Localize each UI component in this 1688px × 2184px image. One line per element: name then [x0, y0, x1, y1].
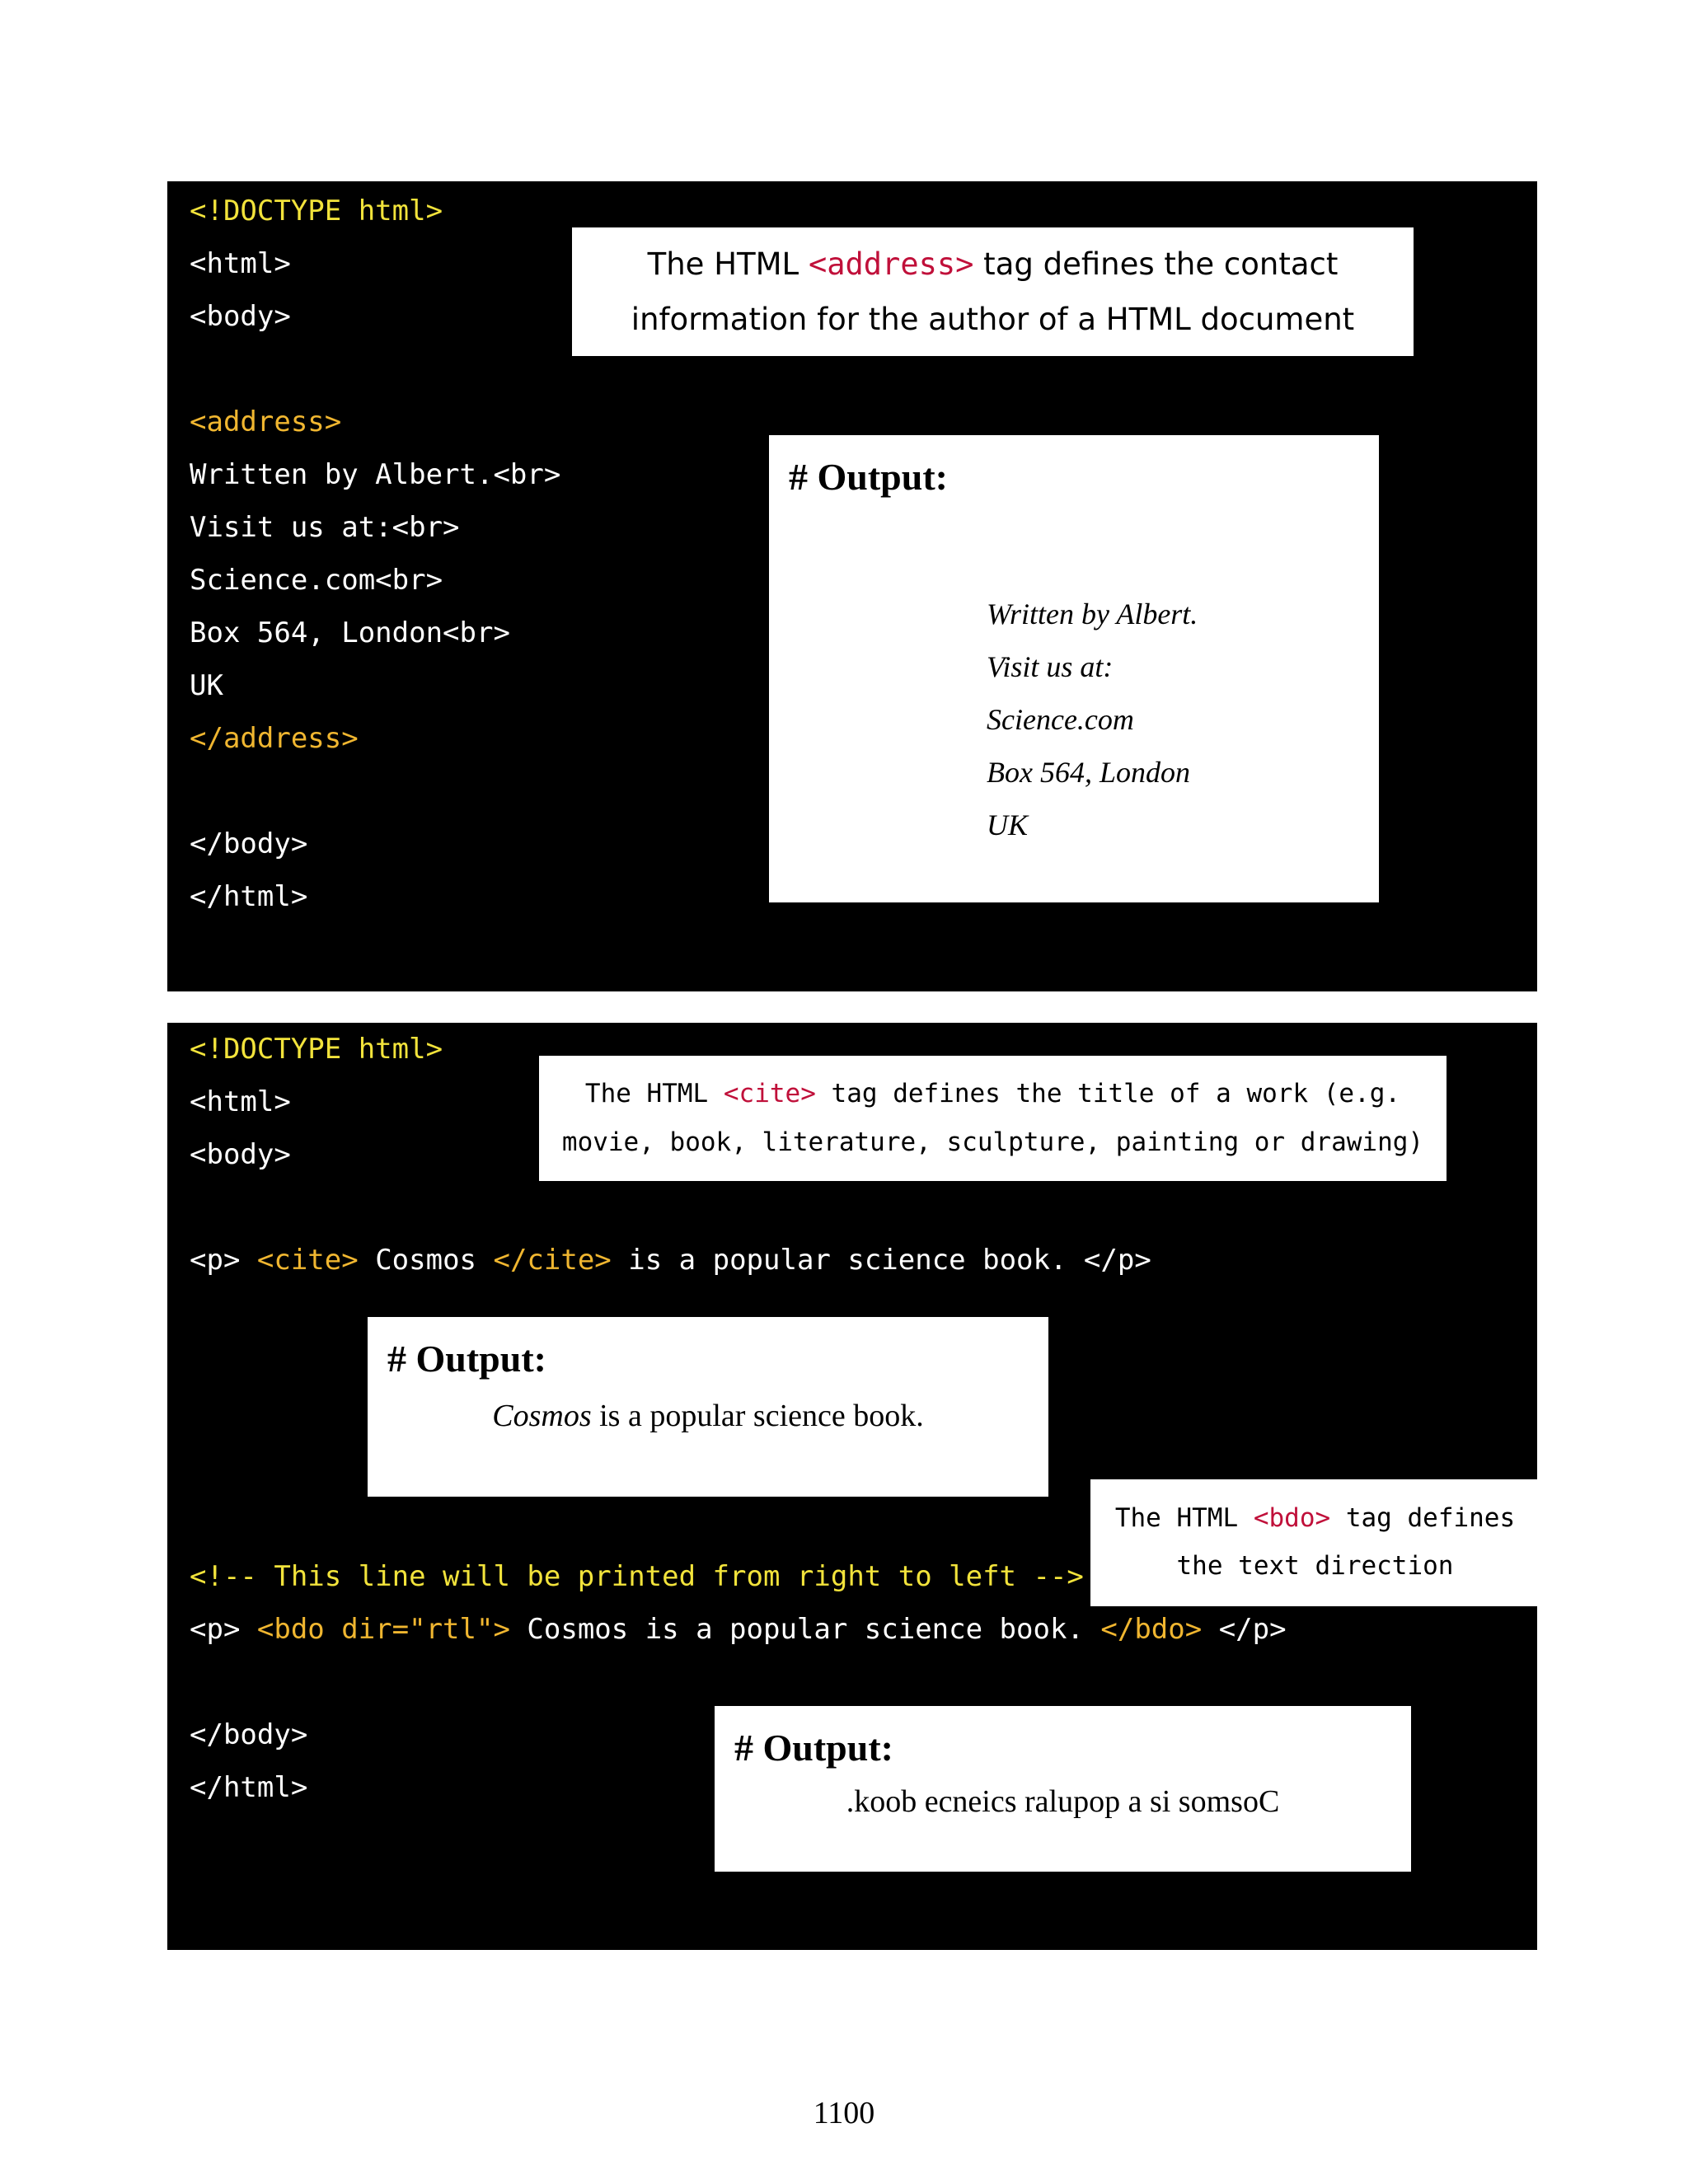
address-output-line: Box 564, London — [987, 756, 1190, 789]
note-line-2: the text direction — [1176, 1551, 1454, 1581]
code-address-line-1: Written by Albert.<br> — [190, 458, 561, 491]
code-panel-address — [167, 181, 1537, 991]
note-text: The HTML — [647, 246, 809, 282]
note-tag-name: <address> — [808, 246, 974, 282]
note-text: tag defines — [1330, 1503, 1516, 1533]
code-address-line-5: UK — [190, 669, 223, 702]
code-address-line-4: Box 564, London<br> — [190, 616, 510, 649]
address-output-line: Visit us at: — [987, 650, 1114, 683]
code-html-close: </html> — [190, 880, 308, 913]
address-output-box — [769, 435, 1379, 902]
code-token-cite-close: </cite> — [493, 1244, 612, 1277]
code-address-open: <address> — [190, 405, 342, 438]
code-token: <p> — [190, 1613, 257, 1646]
code-body-open: <body> — [190, 1138, 291, 1171]
cite-output-sentence — [368, 1398, 1048, 1434]
address-output-line: Written by Albert. — [987, 598, 1198, 630]
cite-output-rest: is a popular science book. — [591, 1399, 924, 1433]
code-token-bdo-close: </bdo> — [1100, 1613, 1203, 1646]
address-output-line: Science.com — [987, 703, 1134, 736]
address-tag-note — [572, 227, 1414, 356]
code-body-close: </body> — [190, 827, 308, 860]
output-title: # Output: — [734, 1727, 893, 1769]
bdo-output-box — [715, 1706, 1411, 1872]
note-text: tag defines the title of a work (e.g. — [815, 1079, 1401, 1108]
output-title: # Output: — [789, 456, 948, 498]
code-token: is a popular science book. </p> — [611, 1244, 1151, 1277]
code-doctype: <!DOCTYPE html> — [190, 194, 443, 227]
note-tag-name: <cite> — [723, 1079, 816, 1108]
note-line-1 — [539, 1070, 1447, 1118]
note-line-2: information for the author of a HTML document — [631, 302, 1355, 337]
code-doctype: <!DOCTYPE html> — [190, 1033, 443, 1066]
cite-output-title-word: Cosmos — [492, 1399, 592, 1433]
note-line-1 — [572, 237, 1414, 292]
address-output-lines — [987, 588, 1198, 851]
code-token-cite-open: <cite> — [256, 1244, 359, 1277]
code-token: Cosmos is a popular science book. — [509, 1613, 1101, 1646]
note-text: tag defines the contact — [973, 246, 1339, 282]
address-output-line: UK — [987, 808, 1029, 841]
cite-output-box — [368, 1317, 1048, 1497]
note-tag-name: <bdo> — [1253, 1503, 1331, 1533]
code-address-line-3: Science.com<br> — [190, 564, 443, 597]
bdo-output-sentence: .koob ecneics ralupop a si somsoC — [846, 1784, 1280, 1819]
output-title: # Output: — [387, 1338, 546, 1380]
code-cite-line — [190, 1244, 1151, 1277]
code-bdo-line — [190, 1613, 1287, 1646]
code-body-close: </body> — [190, 1718, 308, 1751]
code-html-open: <html> — [190, 1085, 291, 1118]
code-body-open: <body> — [190, 300, 291, 333]
code-token: <p> — [190, 1244, 257, 1277]
code-address-close: </address> — [190, 722, 359, 755]
code-html-open: <html> — [190, 247, 291, 280]
code-address-line-2: Visit us at:<br> — [190, 511, 460, 544]
page-number: 1100 — [813, 2096, 875, 2130]
note-line-1 — [1090, 1494, 1540, 1542]
note-line-2: movie, book, literature, sculpture, painting or drawing) — [561, 1127, 1424, 1157]
code-token: </p> — [1202, 1613, 1287, 1646]
code-token: Cosmos — [358, 1244, 494, 1277]
bdo-tag-note — [1090, 1479, 1540, 1606]
code-comment: <!-- This line will be printed from right to left --> — [190, 1560, 1084, 1593]
note-text: The HTML — [584, 1079, 724, 1108]
cite-tag-note — [539, 1056, 1447, 1181]
code-token-bdo-open: <bdo dir="rtl"> — [256, 1613, 510, 1646]
code-html-close: </html> — [190, 1771, 308, 1804]
code-panel-cite-bdo — [167, 1023, 1537, 1950]
note-text: The HTML — [1114, 1503, 1254, 1533]
